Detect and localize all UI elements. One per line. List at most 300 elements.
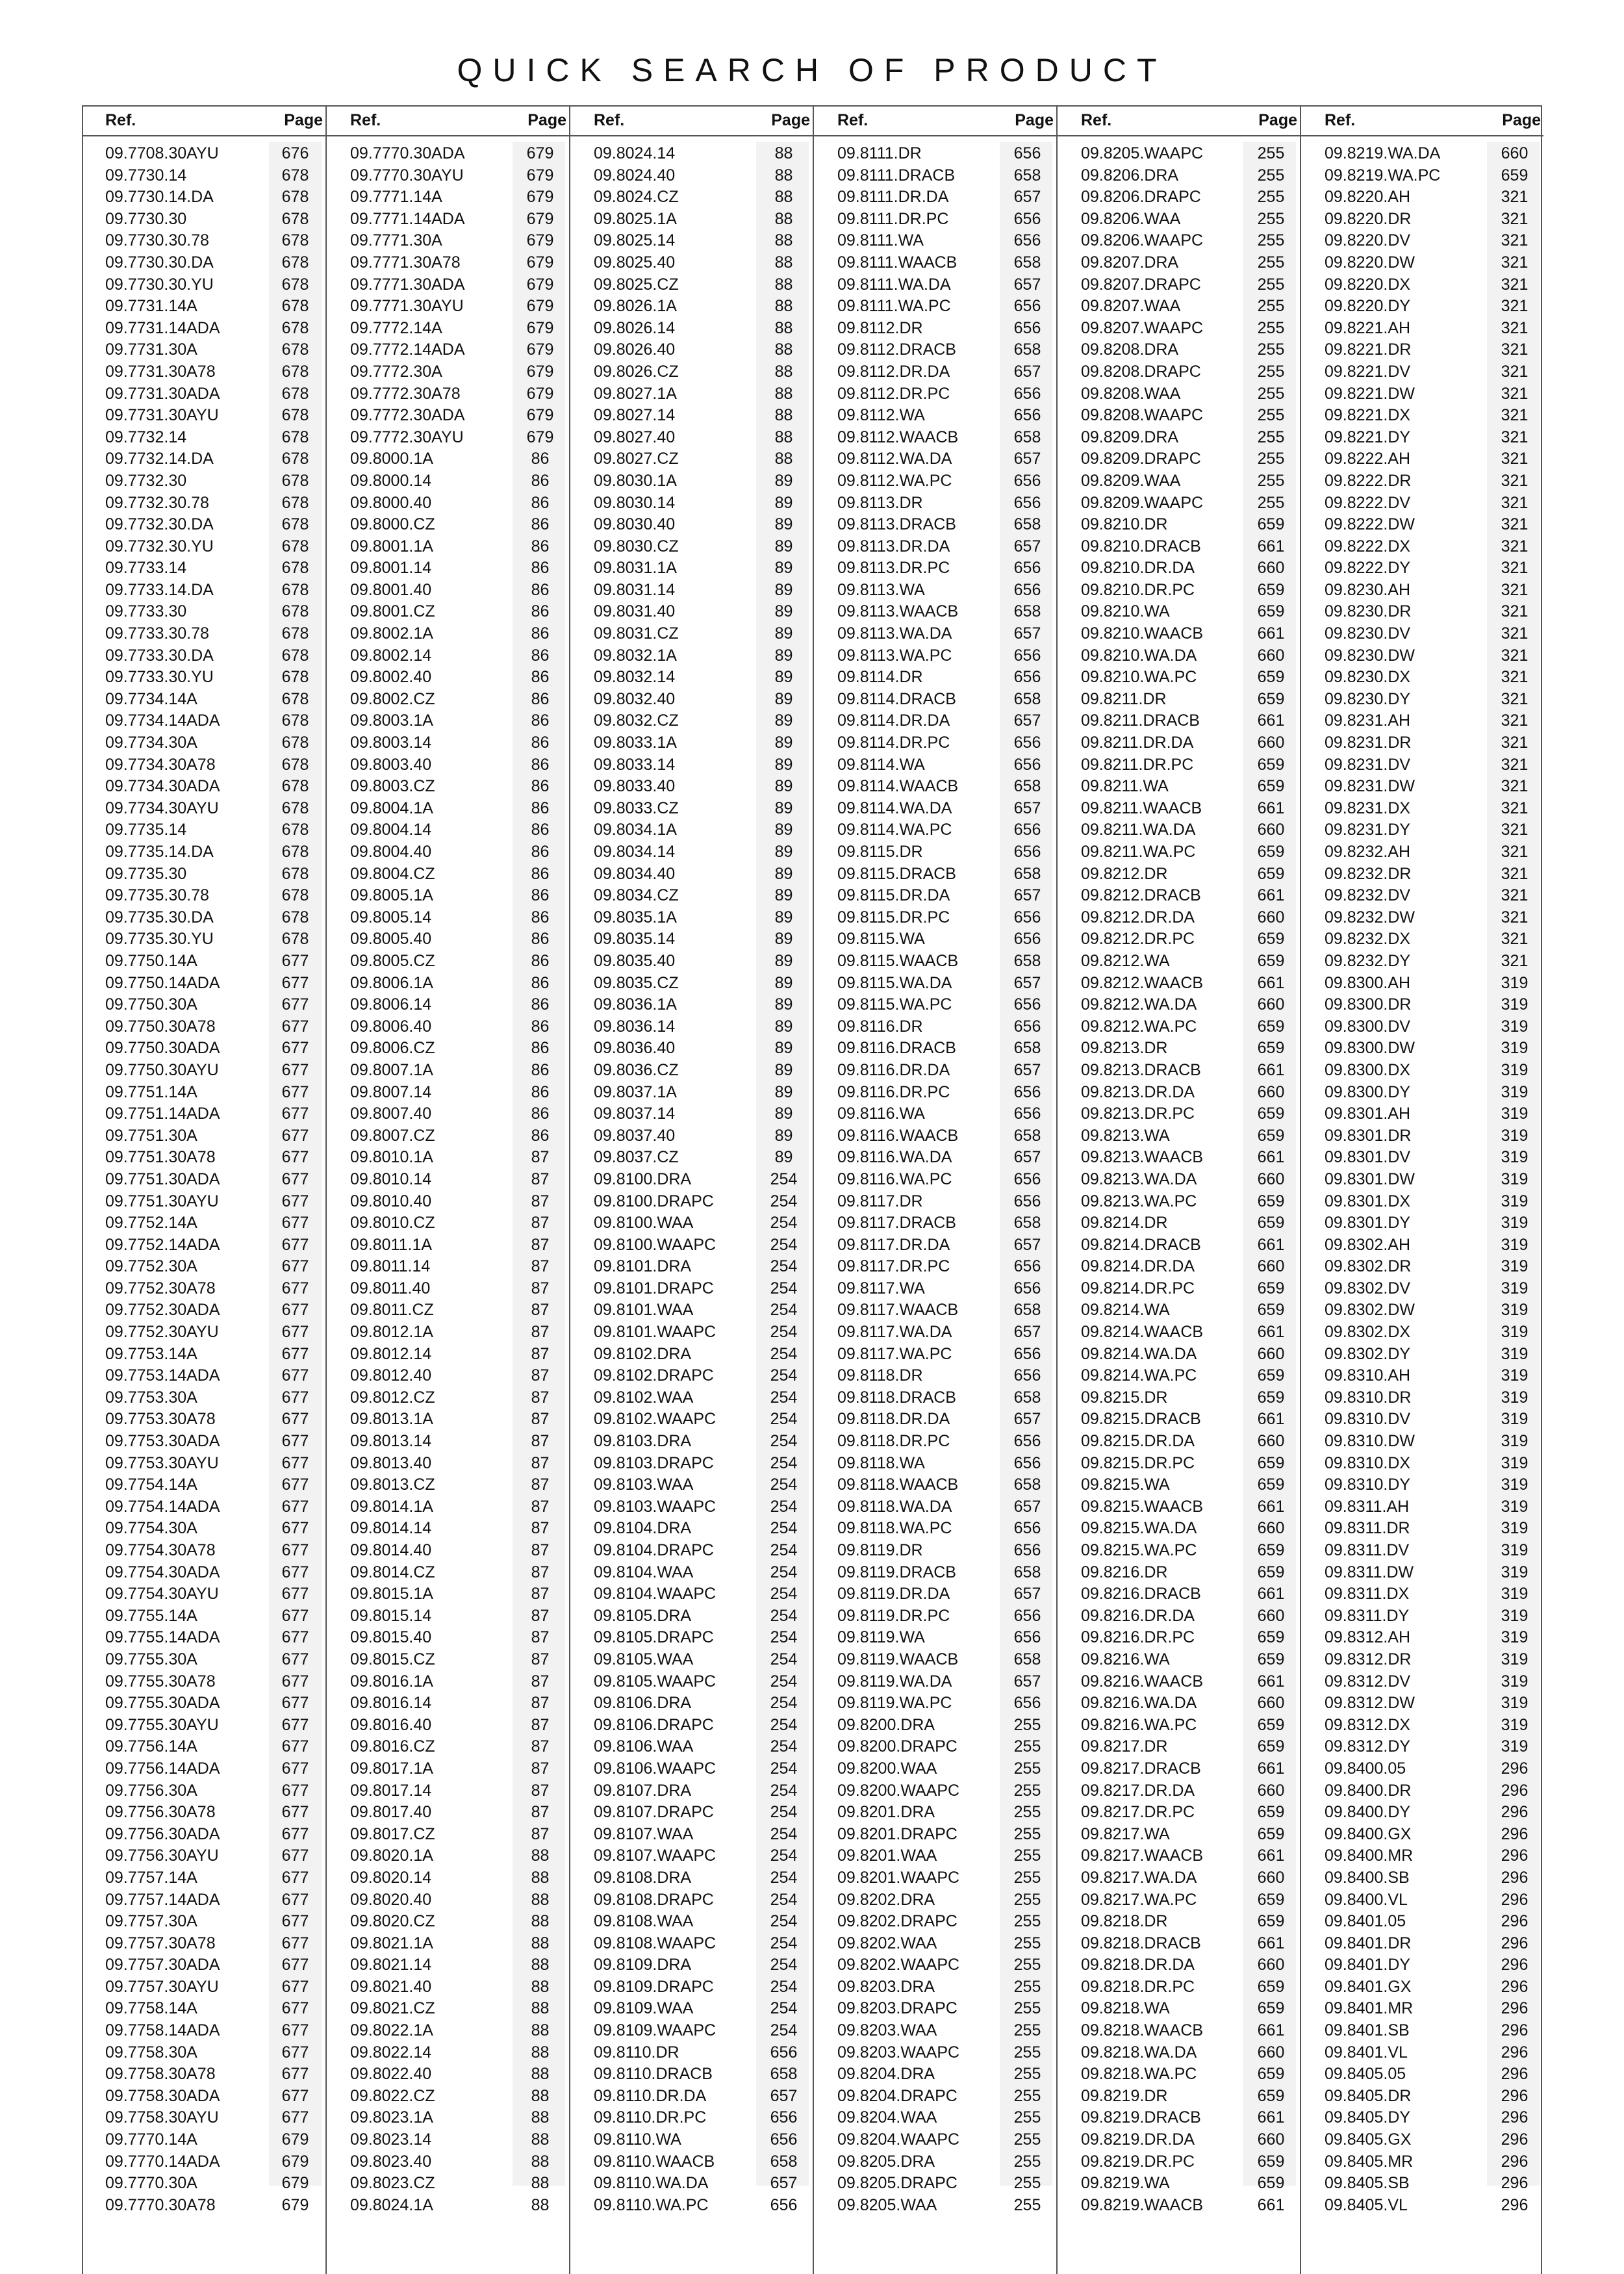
table-row xyxy=(1058,470,1300,492)
product-ref: 09.8107.WAAPC xyxy=(594,1846,717,1865)
table-row xyxy=(82,2107,325,2129)
product-ref: 09.8023.40 xyxy=(350,2152,432,2171)
page-number: 678 xyxy=(281,602,309,621)
table-row xyxy=(1058,1125,1300,1147)
table-row xyxy=(814,689,1056,711)
page-number: 677 xyxy=(281,1497,309,1516)
product-ref: 09.7731.14A xyxy=(105,297,197,316)
page-number: 87 xyxy=(531,1563,550,1581)
table-row xyxy=(814,601,1056,623)
product-ref: 09.8010.1A xyxy=(350,1148,433,1167)
product-ref: 09.8101.WAAPC xyxy=(594,1323,717,1342)
page-number: 678 xyxy=(281,930,309,949)
page-number: 87 xyxy=(531,1650,550,1668)
table-row xyxy=(570,470,813,492)
page-number: 658 xyxy=(1013,1476,1041,1494)
page-number: 677 xyxy=(281,1737,309,1756)
table-row xyxy=(82,710,325,732)
product-ref: 09.8217.WAACB xyxy=(1081,1846,1204,1865)
page-number: 677 xyxy=(281,2043,309,2062)
page-number: 659 xyxy=(1257,930,1285,949)
header-ref: Ref. xyxy=(105,111,136,129)
product-ref: 09.7735.30.YU xyxy=(105,930,214,949)
page-number: 319 xyxy=(1501,1715,1529,1734)
page-number: 657 xyxy=(1013,450,1041,468)
page-number: 659 xyxy=(1257,1453,1285,1472)
product-ref: 09.8035.14 xyxy=(594,930,676,949)
table-row xyxy=(1058,1976,1300,1999)
page-number: 319 xyxy=(1501,1192,1529,1210)
table-row xyxy=(82,2129,325,2151)
table-row xyxy=(1301,863,1543,886)
page-number: 255 xyxy=(1257,340,1285,359)
table-row xyxy=(570,1299,813,1322)
product-ref: 09.7756.30AYU xyxy=(105,1846,219,1865)
row-list xyxy=(570,143,813,2216)
product-ref: 09.8031.1A xyxy=(594,559,677,578)
table-row xyxy=(1058,1802,1300,1824)
page-number: 86 xyxy=(531,1126,550,1145)
product-ref: 09.8300.DR xyxy=(1325,995,1412,1014)
product-ref: 09.8119.WA.DA xyxy=(837,1672,952,1691)
page-number: 677 xyxy=(281,1628,309,1647)
page-number: 254 xyxy=(770,1956,798,1974)
product-ref: 09.8110.WA.PC xyxy=(594,2195,709,2214)
table-row xyxy=(1058,318,1300,340)
product-ref: 09.7772.30AYU xyxy=(350,428,464,446)
page-number: 661 xyxy=(1257,2195,1285,2214)
product-ref: 09.8216.WA.DA xyxy=(1081,1694,1197,1713)
product-ref: 09.7755.30ADA xyxy=(105,1694,220,1713)
table-row xyxy=(1301,383,1543,405)
product-ref: 09.8005.40 xyxy=(350,930,432,949)
table-row xyxy=(1058,405,1300,427)
table-row xyxy=(570,186,813,209)
product-ref: 09.8116.DR xyxy=(837,1017,923,1036)
table-row xyxy=(570,754,813,776)
page-number: 88 xyxy=(774,209,793,228)
product-ref: 09.8112.DR.PC xyxy=(837,384,950,403)
page-number: 319 xyxy=(1501,1432,1529,1451)
table-row xyxy=(570,1649,813,1671)
page-number: 255 xyxy=(1013,2152,1041,2171)
table-row xyxy=(82,1322,325,1344)
product-ref: 09.8101.WAA xyxy=(594,1301,694,1320)
table-row xyxy=(1301,951,1543,973)
table-row xyxy=(570,1824,813,1846)
table-row xyxy=(814,863,1056,886)
product-ref: 09.8111.DR.PC xyxy=(837,209,949,228)
product-ref: 09.8006.40 xyxy=(350,1017,432,1036)
table-row xyxy=(570,928,813,951)
product-ref: 09.7734.30AYU xyxy=(105,798,219,817)
table-row xyxy=(82,252,325,274)
table-row xyxy=(327,1780,569,1802)
table-row xyxy=(82,383,325,405)
page-number: 319 xyxy=(1501,1410,1529,1429)
page-number: 659 xyxy=(1257,1628,1285,1647)
product-ref: 09.7772.30A78 xyxy=(350,384,461,403)
table-row xyxy=(327,863,569,886)
table-row xyxy=(1058,689,1300,711)
column-header xyxy=(327,105,569,136)
page-number: 88 xyxy=(774,406,793,425)
table-row xyxy=(570,1562,813,1584)
product-ref: 09.7754.30ADA xyxy=(105,1563,220,1581)
table-row xyxy=(1058,1299,1300,1322)
page-number: 656 xyxy=(1013,734,1041,752)
product-ref: 09.7731.30A78 xyxy=(105,362,216,381)
product-ref: 09.8002.CZ xyxy=(350,689,435,708)
table-row xyxy=(1058,186,1300,209)
page-number: 656 xyxy=(1013,1432,1041,1451)
page-number: 88 xyxy=(531,2043,550,2062)
table-row xyxy=(1058,1453,1300,1475)
product-ref: 09.8210.DR.DA xyxy=(1081,559,1195,578)
product-ref: 09.8301.DX xyxy=(1325,1192,1411,1210)
product-ref: 09.8302.DW xyxy=(1325,1301,1415,1320)
table-row xyxy=(1301,1627,1543,1649)
page-number: 296 xyxy=(1501,1999,1529,2018)
product-ref: 09.8216.WA.PC xyxy=(1081,1715,1197,1734)
page-number: 255 xyxy=(1013,1890,1041,1909)
product-ref: 09.7735.30.DA xyxy=(105,908,214,926)
table-row xyxy=(570,2020,813,2042)
table-row xyxy=(1058,1518,1300,1540)
table-row xyxy=(1058,1474,1300,1496)
page-number: 255 xyxy=(1257,406,1285,425)
product-ref: 09.7771.30ADA xyxy=(350,275,465,294)
product-ref: 09.7772.30ADA xyxy=(350,406,465,425)
product-ref: 09.8119.WA xyxy=(837,1628,925,1647)
page-number: 86 xyxy=(531,1105,550,1123)
page-number: 86 xyxy=(531,471,550,490)
product-ref: 09.8300.DW xyxy=(1325,1039,1415,1058)
product-ref: 09.7756.14A xyxy=(105,1737,197,1756)
page-number: 678 xyxy=(281,864,309,883)
product-ref: 09.8001.14 xyxy=(350,559,432,578)
page-number: 678 xyxy=(281,471,309,490)
product-ref: 09.8104.WAAPC xyxy=(594,1585,717,1603)
product-ref: 09.8015.40 xyxy=(350,1628,432,1647)
table-row xyxy=(1058,427,1300,449)
page-number: 86 xyxy=(531,1082,550,1101)
table-row xyxy=(570,1212,813,1234)
header-ref: Ref. xyxy=(350,111,381,129)
product-ref: 09.8017.14 xyxy=(350,1781,432,1800)
header-ref: Ref. xyxy=(1081,111,1112,129)
table-row xyxy=(570,383,813,405)
table-row xyxy=(1058,798,1300,820)
table-row xyxy=(1301,1474,1543,1496)
table-row xyxy=(1301,1103,1543,1125)
header-ref: Ref. xyxy=(1325,111,1356,129)
table-row xyxy=(1301,318,1543,340)
table-row xyxy=(1301,2151,1543,2173)
page-number: 677 xyxy=(281,1388,309,1407)
table-row xyxy=(1301,1409,1543,1431)
product-ref: 09.8023.14 xyxy=(350,2130,432,2149)
page-number: 89 xyxy=(774,559,793,578)
table-row xyxy=(1301,1016,1543,1038)
page-number: 659 xyxy=(1257,1541,1285,1559)
table-row xyxy=(1058,1540,1300,1562)
product-ref: 09.7750.30ADA xyxy=(105,1039,220,1058)
page-number: 679 xyxy=(526,166,554,185)
table-row xyxy=(1301,907,1543,929)
table-row xyxy=(814,361,1056,383)
page-number: 89 xyxy=(774,1060,793,1079)
table-row xyxy=(570,1998,813,2020)
table-row xyxy=(1301,1169,1543,1191)
table-row xyxy=(82,1583,325,1605)
product-ref: 09.8113.WAACB xyxy=(837,602,959,621)
table-row xyxy=(327,1344,569,1366)
page-number: 254 xyxy=(770,1388,798,1407)
page-number: 86 xyxy=(531,580,550,599)
product-ref: 09.8210.DR.PC xyxy=(1081,580,1195,599)
product-ref: 09.8310.DR xyxy=(1325,1388,1412,1407)
page-number: 661 xyxy=(1257,1934,1285,1952)
page-number: 89 xyxy=(774,1082,793,1101)
table-row xyxy=(570,1234,813,1257)
page-number: 679 xyxy=(281,2174,309,2193)
table-row xyxy=(1301,339,1543,361)
product-ref: 09.7757.30A78 xyxy=(105,1934,216,1952)
table-row xyxy=(814,1169,1056,1191)
table-row xyxy=(327,1954,569,1976)
table-row xyxy=(327,2195,569,2217)
page-number: 657 xyxy=(1013,1323,1041,1342)
page-number: 319 xyxy=(1501,1017,1529,1036)
table-row xyxy=(570,2195,813,2217)
page-number: 89 xyxy=(774,1039,793,1058)
page-number: 677 xyxy=(281,1344,309,1363)
product-ref: 09.8212.WA.PC xyxy=(1081,1017,1197,1036)
page-number: 659 xyxy=(1257,1126,1285,1145)
page-number: 321 xyxy=(1501,580,1529,599)
table-row xyxy=(570,973,813,995)
table-row xyxy=(1301,2107,1543,2129)
table-row xyxy=(1058,1365,1300,1387)
product-ref: 09.8401.MR xyxy=(1325,1999,1414,2018)
product-ref: 09.8118.WA xyxy=(837,1453,925,1472)
page-number: 658 xyxy=(1013,340,1041,359)
table-row xyxy=(814,2195,1056,2217)
table-row xyxy=(814,907,1056,929)
page-number: 678 xyxy=(281,646,309,665)
table-row xyxy=(82,928,325,951)
product-ref: 09.7771.14A xyxy=(350,188,442,207)
page-number: 660 xyxy=(1257,1257,1285,1276)
page-number: 659 xyxy=(1257,951,1285,970)
page-number: 321 xyxy=(1501,384,1529,403)
page-number: 255 xyxy=(1257,428,1285,446)
table-row xyxy=(570,1169,813,1191)
page-number: 657 xyxy=(770,2086,798,2105)
table-row xyxy=(1301,1693,1543,1715)
product-ref: 09.7756.30A78 xyxy=(105,1803,216,1822)
product-ref: 09.8112.DRACB xyxy=(837,340,956,359)
page-number: 254 xyxy=(770,1344,798,1363)
product-ref: 09.8004.14 xyxy=(350,821,432,839)
product-ref: 09.8017.40 xyxy=(350,1803,432,1822)
table-row xyxy=(1301,492,1543,515)
page-number: 656 xyxy=(1013,384,1041,403)
table-row xyxy=(570,2107,813,2129)
page-number: 321 xyxy=(1501,188,1529,207)
product-ref: 09.7735.14.DA xyxy=(105,843,214,861)
page-number: 321 xyxy=(1501,450,1529,468)
table-row xyxy=(1301,2173,1543,2195)
table-row xyxy=(1301,405,1543,427)
product-ref: 09.8218.WA.PC xyxy=(1081,2065,1197,2084)
page-number: 679 xyxy=(281,2130,309,2149)
table-row xyxy=(570,1605,813,1628)
index-column-1 xyxy=(82,105,325,2274)
table-row xyxy=(82,645,325,667)
page-number: 659 xyxy=(1257,1388,1285,1407)
page-number: 255 xyxy=(1013,1781,1041,1800)
product-ref: 09.7751.14A xyxy=(105,1082,197,1101)
table-row xyxy=(327,907,569,929)
table-row xyxy=(82,339,325,361)
page-number: 661 xyxy=(1257,2108,1285,2127)
table-row xyxy=(1301,1911,1543,1933)
product-ref: 09.8024.40 xyxy=(594,166,676,185)
page-number: 86 xyxy=(531,995,550,1014)
table-row xyxy=(327,2086,569,2108)
product-ref: 09.8107.DRAPC xyxy=(594,1803,714,1822)
product-ref: 09.8022.CZ xyxy=(350,2086,435,2105)
page-number: 319 xyxy=(1501,1453,1529,1472)
table-row xyxy=(1301,754,1543,776)
table-row xyxy=(814,143,1056,165)
table-row xyxy=(82,1758,325,1780)
table-row xyxy=(327,1365,569,1387)
page-number: 678 xyxy=(281,166,309,185)
page-number: 656 xyxy=(1013,668,1041,687)
table-row xyxy=(1058,557,1300,580)
table-row xyxy=(327,1540,569,1562)
product-ref: 09.8201.WAAPC xyxy=(837,1868,960,1887)
page-number: 677 xyxy=(281,1366,309,1385)
table-row xyxy=(570,1431,813,1453)
page-number: 87 xyxy=(531,1235,550,1254)
table-row xyxy=(327,1649,569,1671)
product-ref: 09.8020.CZ xyxy=(350,1912,435,1931)
page-number: 296 xyxy=(1501,2130,1529,2149)
table-row xyxy=(1301,230,1543,252)
table-row xyxy=(1301,1889,1543,1911)
product-ref: 09.8231.DW xyxy=(1325,777,1415,796)
page-number: 255 xyxy=(1257,166,1285,185)
page-number: 657 xyxy=(1013,886,1041,905)
page-number: 87 xyxy=(531,1585,550,1603)
product-ref: 09.8232.DW xyxy=(1325,908,1415,926)
product-ref: 09.8300.DY xyxy=(1325,1082,1411,1101)
page-number: 678 xyxy=(281,755,309,774)
page-number: 659 xyxy=(1501,166,1529,185)
table-row xyxy=(570,165,813,187)
table-row xyxy=(814,928,1056,951)
page-number: 296 xyxy=(1501,1803,1529,1822)
product-ref: 09.8213.WA.PC xyxy=(1081,1192,1197,1210)
table-row xyxy=(1058,623,1300,645)
product-ref: 09.8230.DV xyxy=(1325,624,1411,643)
product-ref: 09.8011.14 xyxy=(350,1257,431,1276)
product-ref: 09.8215.DRACB xyxy=(1081,1410,1201,1429)
product-ref: 09.8004.1A xyxy=(350,798,433,817)
product-ref: 09.7730.14.DA xyxy=(105,188,214,207)
table-row xyxy=(327,1278,569,1300)
page-number: 254 xyxy=(770,1737,798,1756)
table-row xyxy=(327,318,569,340)
table-row xyxy=(1301,1715,1543,1737)
page-number: 296 xyxy=(1501,2108,1529,2127)
page-number: 678 xyxy=(281,777,309,796)
table-row xyxy=(570,230,813,252)
product-ref: 09.7731.30ADA xyxy=(105,384,220,403)
table-row xyxy=(327,165,569,187)
page-number: 88 xyxy=(774,340,793,359)
table-row xyxy=(1058,2129,1300,2151)
table-row xyxy=(570,841,813,863)
table-row xyxy=(570,1693,813,1715)
table-row xyxy=(82,536,325,558)
page-number: 656 xyxy=(1013,1257,1041,1276)
page-number: 255 xyxy=(1013,1759,1041,1778)
page-number: 89 xyxy=(774,908,793,926)
product-ref: 09.7751.30ADA xyxy=(105,1169,220,1188)
table-row xyxy=(814,1191,1056,1213)
page-number: 656 xyxy=(1013,646,1041,665)
page-number: 678 xyxy=(281,668,309,687)
product-ref: 09.8202.WAA xyxy=(837,1934,937,1952)
table-row xyxy=(1058,1845,1300,1867)
page-number: 87 xyxy=(531,1541,550,1559)
product-ref: 09.8000.14 xyxy=(350,471,432,490)
product-ref: 09.8220.DV xyxy=(1325,231,1411,250)
product-ref: 09.7730.30.DA xyxy=(105,253,214,272)
table-row xyxy=(570,1715,813,1737)
product-ref: 09.8203.WAA xyxy=(837,2021,937,2040)
product-ref: 09.8012.1A xyxy=(350,1323,433,1342)
product-ref: 09.8118.DR.PC xyxy=(837,1432,950,1451)
product-ref: 09.8007.CZ xyxy=(350,1126,435,1145)
page-number: 254 xyxy=(770,1606,798,1625)
page-number: 87 xyxy=(531,1432,550,1451)
product-ref: 09.8310.AH xyxy=(1325,1366,1411,1385)
page-number: 678 xyxy=(281,450,309,468)
page-number: 89 xyxy=(774,951,793,970)
product-ref: 09.8025.CZ xyxy=(594,275,679,294)
page-number: 254 xyxy=(770,1257,798,1276)
product-ref: 09.8110.WA.DA xyxy=(594,2174,709,2193)
table-row xyxy=(82,1016,325,1038)
product-ref: 09.7750.30AYU xyxy=(105,1060,219,1079)
table-row xyxy=(814,994,1056,1016)
table-row xyxy=(327,2042,569,2064)
table-row xyxy=(814,2107,1056,2129)
table-row xyxy=(82,819,325,841)
page-number: 86 xyxy=(531,821,550,839)
product-ref: 09.8116.DRACB xyxy=(837,1039,956,1058)
page-number: 658 xyxy=(1013,1563,1041,1581)
page-number: 658 xyxy=(770,2152,798,2171)
product-ref: 09.7733.30.YU xyxy=(105,668,214,687)
product-ref: 09.8117.WA xyxy=(837,1279,925,1297)
